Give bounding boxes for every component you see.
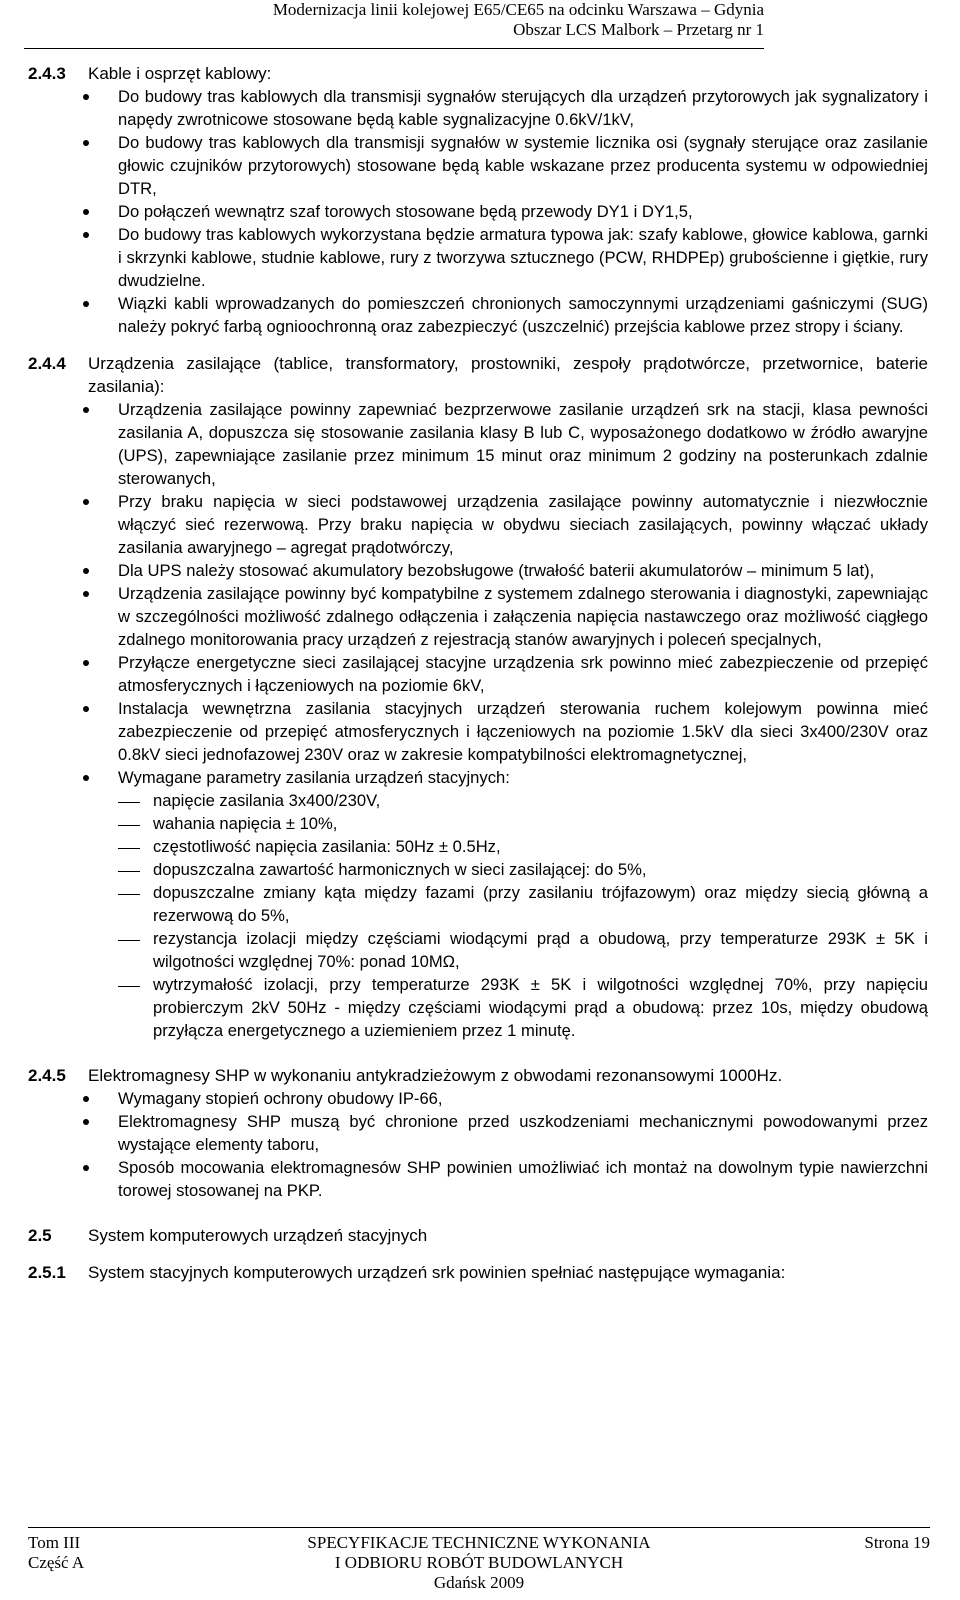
list-item: napięcie zasilania 3x400/230V, [118, 789, 928, 812]
section-2-4-4-list [28, 398, 928, 1042]
list-item: Urządzenia zasilające powinny zapewniać bezprzerwowe zasilanie urządzeń srk na stacji, klasa pewności zasilania A, dopuszcza się stosowanie zasilania klasy B lub C, wyposażonego dodatkowo w źródło awaryjne (UPS), zapewniające zasilanie przez minimum 15 minut oraz minimum 2 godziny na posterunkach zdalnie sterowanych, [28, 398, 928, 490]
bullet-icon [83, 1165, 89, 1171]
bullet-icon [83, 660, 89, 666]
dash-icon [118, 802, 140, 803]
section-2-4-3-heading [28, 62, 928, 85]
section-number: 2.4.4 [28, 354, 66, 373]
bullet-icon [83, 232, 89, 238]
bullet-icon [83, 591, 89, 597]
dash-icon [118, 825, 140, 826]
section-2-4-5-heading [28, 1064, 928, 1087]
footer-volume: Tom III Część A [28, 1533, 85, 1572]
bullet-icon [83, 568, 89, 574]
bullet-icon [83, 140, 89, 146]
section-title: System stacyjnych komputerowych urządzeń srk powinien spełniać następujące wymagania: [88, 1263, 786, 1282]
section-title: System komputerowych urządzeń stacyjnych [88, 1226, 428, 1245]
bullet-icon [83, 499, 89, 505]
header-project-title: Modernizacja linii kolejowej E65/CE65 na odcinku Warszawa – Gdynia [272, 0, 764, 19]
bullet-icon [83, 706, 89, 712]
bullet-icon [83, 1119, 89, 1125]
section-title: Kable i osprzęt kablowy: [88, 64, 272, 83]
list-item: Urządzenia zasilające powinny być kompatybilne z systemem zdalnego sterowania i diagnostyki, zapewniając w szczególności możliwość zdalnego odłączenia i załączenia napięcia nastawczego oraz możliwość ciągłego zdalnego monitorowania pracy urządzeń z rejestracją stanów awaryjnych i poleceń specjalnych, [28, 582, 928, 651]
bullet-icon [83, 407, 89, 413]
bullet-icon [83, 209, 89, 215]
list-item: Wiązki kabli wprowadzanych do pomieszczeń chronionych samoczynnymi urządzeniami gaśniczymi (SUG) należy pokryć farbą ognioochronną oraz zabezpieczyć (uszczelnić) przejścia kablowe przez stropy i ściany. [28, 292, 928, 338]
list-item: wahania napięcia ± 10%, [118, 812, 928, 835]
section-2-4-4-heading [28, 352, 928, 398]
list-item: częstotliwość napięcia zasilania: 50Hz ± 0.5Hz, [118, 835, 928, 858]
list-item: Sposób mocowania elektromagnesów SHP powinien umożliwiać ich montaż na dowolnym typie nawierzchni torowej stosowanej na PKP. [28, 1156, 928, 1202]
power-parameters-list [118, 789, 928, 1042]
list-item: rezystancja izolacji między częściami wiodącymi prąd a obudową, przy temperaturze 293K ± 5K i wilgotności względnej 70%: ponad 10MΩ, [118, 927, 928, 973]
dash-icon [118, 940, 140, 941]
dash-icon [118, 986, 140, 987]
list-item: Do budowy tras kablowych wykorzystana będzie armatura typowa jak: szafy kablowe, głowice kablowa, garnki i skrzynki kablowe, studnie kablowe, rury z tworzywa sztucznego (PCW, RHDPEp) grubościenne i giętkie, rury dwudzielne. [28, 223, 928, 292]
section-number: 2.5.1 [28, 1263, 66, 1282]
dash-icon [118, 894, 140, 895]
section-number: 2.4.3 [28, 64, 66, 83]
dash-icon [118, 848, 140, 849]
header-tender-title: Obszar LCS Malbork – Przetarg nr 1 [513, 20, 764, 39]
list-item: Przy braku napięcia w sieci podstawowej urządzenia zasilające powinny automatycznie i niezwłocznie włączyć sieć rezerwową. Przy braku napięcia w obydwu sieciach zasilających, powinny włączać układy zasilania awaryjnego – agregat prądotwórczy, [28, 490, 928, 559]
bullet-icon [83, 775, 89, 781]
list-item: Dla UPS należy stosować akumulatory bezobsługowe (trwałość baterii akumulatorów – minimum 5 lat), [28, 559, 928, 582]
footer-specification-title: SPECYFIKACJE TECHNICZNE WYKONANIA I ODBIORU ROBÓT BUDOWLANYCH Gdańsk 2009 [307, 1533, 651, 1592]
list-item: dopuszczalne zmiany kąta między fazami (przy zasilaniu trójfazowym) oraz między siecią główną a rezerwową do 5%, [118, 881, 928, 927]
list-item: Do budowy tras kablowych dla transmisji sygnałów w systemie licznika osi (sygnały sterujące oraz zasilanie głowic czujników przytorowych) stosowane będą kable wskazane przez producenta systemu w odpowiedniej DTR, [28, 131, 928, 200]
page-footer [28, 1527, 930, 1598]
section-2-4-5-list [28, 1087, 928, 1202]
bullet-icon [83, 1096, 89, 1102]
section-2-5-1-heading [28, 1261, 928, 1284]
list-item: Przyłącze energetyczne sieci zasilającej stacyjne urządzenia srk powinno mieć zabezpieczenie od przepięć atmosferycznych i łączeniowych na poziomie 6kV, [28, 651, 928, 697]
bullet-icon [83, 94, 89, 100]
list-item: Wymagany stopień ochrony obudowy IP-66, [28, 1087, 928, 1110]
section-title: Elektromagnesy SHP w wykonaniu antykradzieżowym z obwodami rezonansowymi 1000Hz. [88, 1066, 783, 1085]
bullet-icon [83, 301, 89, 307]
list-item: Do połączeń wewnątrz szaf torowych stosowane będą przewody DY1 i DY1,5, [28, 200, 928, 223]
section-title: Urządzenia zasilające (tablice, transformatory, prostowniki, zespoły prądotwórcze, przetwornice, baterie zasilania): [88, 354, 928, 396]
list-item: Do budowy tras kablowych dla transmisji sygnałów sterujących dla urządzeń przytorowych jak sygnalizatory i napędy zwrotnicowe stosowane będą kable sygnalizacyjne 0.6kV/1kV, [28, 85, 928, 131]
list-item: Wymagane parametry zasilania urządzeń stacyjnych: napięcie zasilania 3x400/230V, wahania napięcia ± 10%, częstotliwość napięcia zasilania: 50Hz ± 0.5Hz, dopuszczalna zawartość harmonicznych w sieci zasilającej: do 5%, dopuszczalne zmiany kąta między fazami (przy zasilaniu trójfazowym) oraz między siecią główną a rezerwową do 5%, rezystancja izolacji między częściami wiodącymi prąd a obudową, przy temperaturze 293K ± 5K i wilgotności względnej 70%: ponad 10MΩ, wytrzymałość izolacji, przy temperaturze 293K ± 5K i wilgotności względnej 70%, przy napięciu probierczym 2kV 50Hz - między częściami wiodącymi prąd a obudową: przez 10s, między obudową przyłącza energetycznego a uziemieniem przez 1 minutę. [28, 766, 928, 1042]
document-body [28, 62, 928, 1284]
dash-icon [118, 871, 140, 872]
list-item: Elektromagnesy SHP muszą być chronione przed uszkodzeniami mechanicznymi powodowanymi przez wystające elementy taboru, [28, 1110, 928, 1156]
section-number: 2.5 [28, 1226, 52, 1245]
section-number: 2.4.5 [28, 1066, 66, 1085]
page-header [24, 0, 764, 49]
list-item: dopuszczalna zawartość harmonicznych w sieci zasilającej: do 5%, [118, 858, 928, 881]
section-2-4-3-list [28, 85, 928, 338]
list-item: Instalacja wewnętrzna zasilania stacyjnych urządzeń sterowania ruchem kolejowym powinna mieć zabezpieczenie od przepięć atmosferycznych i łączeniowych na poziomie 1.5kV dla sieci 3x400/230V oraz 0.8kV sieci jednofazowej 230V oraz w zakresie kompatybilności elektromagnetycznej, [28, 697, 928, 766]
section-2-5-heading [28, 1224, 928, 1247]
list-item: wytrzymałość izolacji, przy temperaturze 293K ± 5K i wilgotności względnej 70%, przy napięciu probierczym 2kV 50Hz - między częściami wiodącymi prąd a obudową: przez 10s, między obudową przyłącza energetycznego a uziemieniem przez 1 minutę. [118, 973, 928, 1042]
footer-page-number: Strona 19 [864, 1533, 930, 1552]
